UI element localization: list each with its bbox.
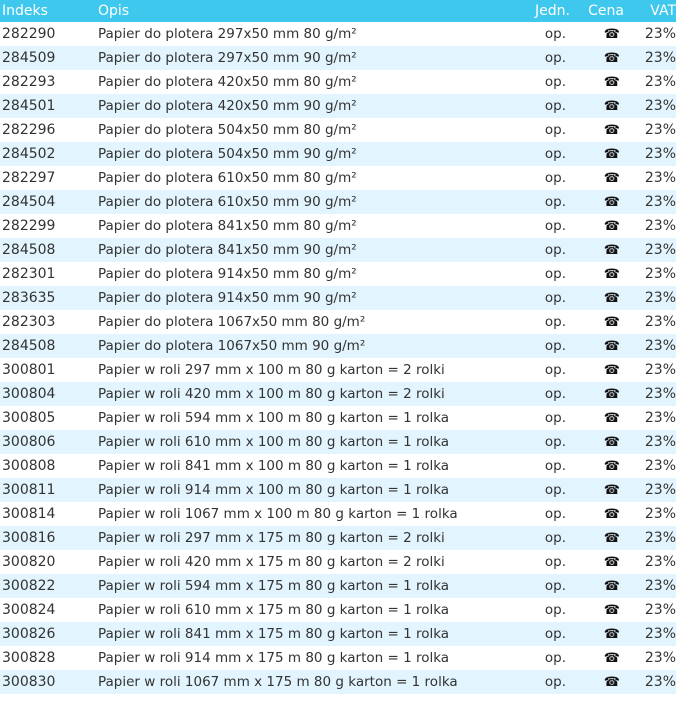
cell-description: Papier w roli 594 mm x 175 m 80 g karton = 1 rolka: [90, 574, 508, 598]
table-row: [0, 262, 676, 286]
phone-icon: ☎: [576, 286, 632, 310]
table-row: [0, 22, 676, 46]
cell-description: Papier do plotera 504x50 mm 90 g/m²: [90, 142, 508, 166]
table-row: [0, 526, 676, 550]
table-row: [0, 406, 676, 430]
cell-description: Papier w roli 841 mm x 175 m 80 g karton = 1 rolka: [90, 622, 508, 646]
phone-icon: ☎: [576, 382, 632, 406]
cell-vat: 23%: [632, 262, 676, 286]
cell-index: 300814: [0, 502, 90, 526]
cell-index: 284501: [0, 94, 90, 118]
cell-unit: op.: [508, 430, 576, 454]
header-row: [0, 0, 676, 22]
cell-index: 300806: [0, 430, 90, 454]
phone-icon: ☎: [576, 94, 632, 118]
phone-icon: ☎: [576, 430, 632, 454]
cell-index: 300828: [0, 646, 90, 670]
cell-vat: 23%: [632, 22, 676, 46]
cell-index: 284502: [0, 142, 90, 166]
column-header-description: Opis: [90, 0, 508, 22]
table-row: [0, 670, 676, 694]
cell-index: 283635: [0, 286, 90, 310]
cell-description: Papier w roli 610 mm x 100 m 80 g karton = 1 rolka: [90, 430, 508, 454]
phone-icon: ☎: [576, 214, 632, 238]
phone-icon: ☎: [576, 142, 632, 166]
cell-unit: op.: [508, 94, 576, 118]
phone-icon: ☎: [576, 454, 632, 478]
phone-icon: ☎: [576, 670, 632, 694]
cell-description: Papier do plotera 1067x50 mm 80 g/m²: [90, 310, 508, 334]
cell-index: 300822: [0, 574, 90, 598]
cell-vat: 23%: [632, 574, 676, 598]
cell-vat: 23%: [632, 190, 676, 214]
table-row: [0, 46, 676, 70]
table-row: [0, 430, 676, 454]
phone-icon: ☎: [576, 406, 632, 430]
cell-description: Papier w roli 610 mm x 175 m 80 g karton = 1 rolka: [90, 598, 508, 622]
cell-unit: op.: [508, 238, 576, 262]
cell-vat: 23%: [632, 454, 676, 478]
column-header-vat: VAT: [632, 0, 676, 22]
table-row: [0, 310, 676, 334]
cell-description: Papier do plotera 1067x50 mm 90 g/m²: [90, 334, 508, 358]
cell-vat: 23%: [632, 214, 676, 238]
cell-index: 284509: [0, 46, 90, 70]
cell-index: 300830: [0, 670, 90, 694]
cell-unit: op.: [508, 406, 576, 430]
phone-icon: ☎: [576, 22, 632, 46]
cell-description: Papier do plotera 297x50 mm 90 g/m²: [90, 46, 508, 70]
cell-vat: 23%: [632, 70, 676, 94]
cell-vat: 23%: [632, 478, 676, 502]
cell-vat: 23%: [632, 166, 676, 190]
cell-vat: 23%: [632, 286, 676, 310]
phone-icon: ☎: [576, 502, 632, 526]
column-header-unit: Jedn.: [508, 0, 576, 22]
cell-index: 284504: [0, 190, 90, 214]
cell-index: 282297: [0, 166, 90, 190]
table-row: [0, 118, 676, 142]
cell-unit: op.: [508, 598, 576, 622]
table-row: [0, 550, 676, 574]
cell-vat: 23%: [632, 46, 676, 70]
cell-vat: 23%: [632, 502, 676, 526]
table-row: [0, 478, 676, 502]
cell-description: Papier w roli 420 mm x 100 m 80 g karton = 2 rolki: [90, 382, 508, 406]
phone-icon: ☎: [576, 598, 632, 622]
table-row: [0, 598, 676, 622]
cell-index: 300811: [0, 478, 90, 502]
cell-index: 282299: [0, 214, 90, 238]
phone-icon: ☎: [576, 358, 632, 382]
cell-index: 300805: [0, 406, 90, 430]
cell-description: Papier do plotera 610x50 mm 90 g/m²: [90, 190, 508, 214]
cell-vat: 23%: [632, 94, 676, 118]
phone-icon: ☎: [576, 46, 632, 70]
cell-unit: op.: [508, 286, 576, 310]
cell-description: Papier do plotera 841x50 mm 90 g/m²: [90, 238, 508, 262]
phone-icon: ☎: [576, 190, 632, 214]
table-row: [0, 190, 676, 214]
cell-unit: op.: [508, 46, 576, 70]
cell-description: Papier do plotera 610x50 mm 80 g/m²: [90, 166, 508, 190]
table-row: [0, 214, 676, 238]
phone-icon: ☎: [576, 526, 632, 550]
phone-icon: ☎: [576, 478, 632, 502]
cell-description: Papier do plotera 504x50 mm 80 g/m²: [90, 118, 508, 142]
table-row: [0, 574, 676, 598]
cell-unit: op.: [508, 118, 576, 142]
cell-unit: op.: [508, 382, 576, 406]
table-row: [0, 502, 676, 526]
phone-icon: ☎: [576, 622, 632, 646]
cell-index: 282290: [0, 22, 90, 46]
phone-icon: ☎: [576, 262, 632, 286]
cell-vat: 23%: [632, 310, 676, 334]
cell-description: Papier w roli 841 mm x 100 m 80 g karton = 1 rolka: [90, 454, 508, 478]
cell-vat: 23%: [632, 382, 676, 406]
table-header: [0, 0, 676, 22]
cell-unit: op.: [508, 70, 576, 94]
cell-vat: 23%: [632, 670, 676, 694]
cell-index: 282296: [0, 118, 90, 142]
table-row: [0, 286, 676, 310]
phone-icon: ☎: [576, 550, 632, 574]
phone-icon: ☎: [576, 646, 632, 670]
table-row: [0, 382, 676, 406]
cell-index: 284508: [0, 238, 90, 262]
table-row: [0, 70, 676, 94]
cell-unit: op.: [508, 262, 576, 286]
cell-unit: op.: [508, 454, 576, 478]
cell-index: 300820: [0, 550, 90, 574]
cell-unit: op.: [508, 478, 576, 502]
cell-unit: op.: [508, 622, 576, 646]
cell-description: Papier w roli 297 mm x 175 m 80 g karton = 2 rolki: [90, 526, 508, 550]
cell-unit: op.: [508, 550, 576, 574]
cell-vat: 23%: [632, 238, 676, 262]
phone-icon: ☎: [576, 334, 632, 358]
phone-icon: ☎: [576, 118, 632, 142]
cell-unit: op.: [508, 166, 576, 190]
cell-index: 300801: [0, 358, 90, 382]
table-row: [0, 622, 676, 646]
cell-description: Papier w roli 297 mm x 100 m 80 g karton = 2 rolki: [90, 358, 508, 382]
cell-index: 300824: [0, 598, 90, 622]
cell-description: Papier do plotera 914x50 mm 80 g/m²: [90, 262, 508, 286]
cell-description: Papier w roli 914 mm x 100 m 80 g karton = 1 rolka: [90, 478, 508, 502]
cell-description: Papier do plotera 297x50 mm 80 g/m²: [90, 22, 508, 46]
cell-description: Papier do plotera 420x50 mm 80 g/m²: [90, 70, 508, 94]
cell-description: Papier w roli 420 mm x 175 m 80 g karton = 2 rolki: [90, 550, 508, 574]
cell-description: Papier w roli 1067 mm x 175 m 80 g karton = 1 rolka: [90, 670, 508, 694]
cell-unit: op.: [508, 142, 576, 166]
column-header-price: Cena: [576, 0, 632, 22]
cell-unit: op.: [508, 358, 576, 382]
cell-vat: 23%: [632, 622, 676, 646]
table-row: [0, 166, 676, 190]
cell-unit: op.: [508, 214, 576, 238]
cell-index: 300804: [0, 382, 90, 406]
cell-vat: 23%: [632, 550, 676, 574]
phone-icon: ☎: [576, 238, 632, 262]
cell-vat: 23%: [632, 142, 676, 166]
table-row: [0, 238, 676, 262]
cell-description: Papier do plotera 841x50 mm 80 g/m²: [90, 214, 508, 238]
phone-icon: ☎: [576, 310, 632, 334]
phone-icon: ☎: [576, 70, 632, 94]
cell-description: Papier do plotera 914x50 mm 90 g/m²: [90, 286, 508, 310]
table-body: [0, 22, 676, 694]
table-row: [0, 142, 676, 166]
cell-vat: 23%: [632, 598, 676, 622]
table-row: [0, 646, 676, 670]
cell-vat: 23%: [632, 118, 676, 142]
cell-unit: op.: [508, 310, 576, 334]
cell-description: Papier w roli 1067 mm x 100 m 80 g karton = 1 rolka: [90, 502, 508, 526]
table-row: [0, 334, 676, 358]
cell-unit: op.: [508, 502, 576, 526]
cell-unit: op.: [508, 526, 576, 550]
cell-unit: op.: [508, 574, 576, 598]
column-header-index: Indeks: [0, 0, 90, 22]
cell-vat: 23%: [632, 334, 676, 358]
cell-description: Papier w roli 594 mm x 100 m 80 g karton = 1 rolka: [90, 406, 508, 430]
cell-index: 300816: [0, 526, 90, 550]
cell-description: Papier do plotera 420x50 mm 90 g/m²: [90, 94, 508, 118]
cell-unit: op.: [508, 646, 576, 670]
cell-unit: op.: [508, 670, 576, 694]
cell-index: 300808: [0, 454, 90, 478]
cell-vat: 23%: [632, 526, 676, 550]
cell-unit: op.: [508, 334, 576, 358]
table-row: [0, 94, 676, 118]
cell-unit: op.: [508, 22, 576, 46]
cell-vat: 23%: [632, 358, 676, 382]
phone-icon: ☎: [576, 166, 632, 190]
table-row: [0, 454, 676, 478]
cell-index: 282303: [0, 310, 90, 334]
cell-vat: 23%: [632, 430, 676, 454]
cell-index: 300826: [0, 622, 90, 646]
table-row: [0, 358, 676, 382]
cell-index: 284508: [0, 334, 90, 358]
cell-unit: op.: [508, 190, 576, 214]
cell-vat: 23%: [632, 406, 676, 430]
cell-index: 282293: [0, 70, 90, 94]
cell-vat: 23%: [632, 646, 676, 670]
phone-icon: ☎: [576, 574, 632, 598]
cell-description: Papier w roli 914 mm x 175 m 80 g karton = 1 rolka: [90, 646, 508, 670]
cell-index: 282301: [0, 262, 90, 286]
